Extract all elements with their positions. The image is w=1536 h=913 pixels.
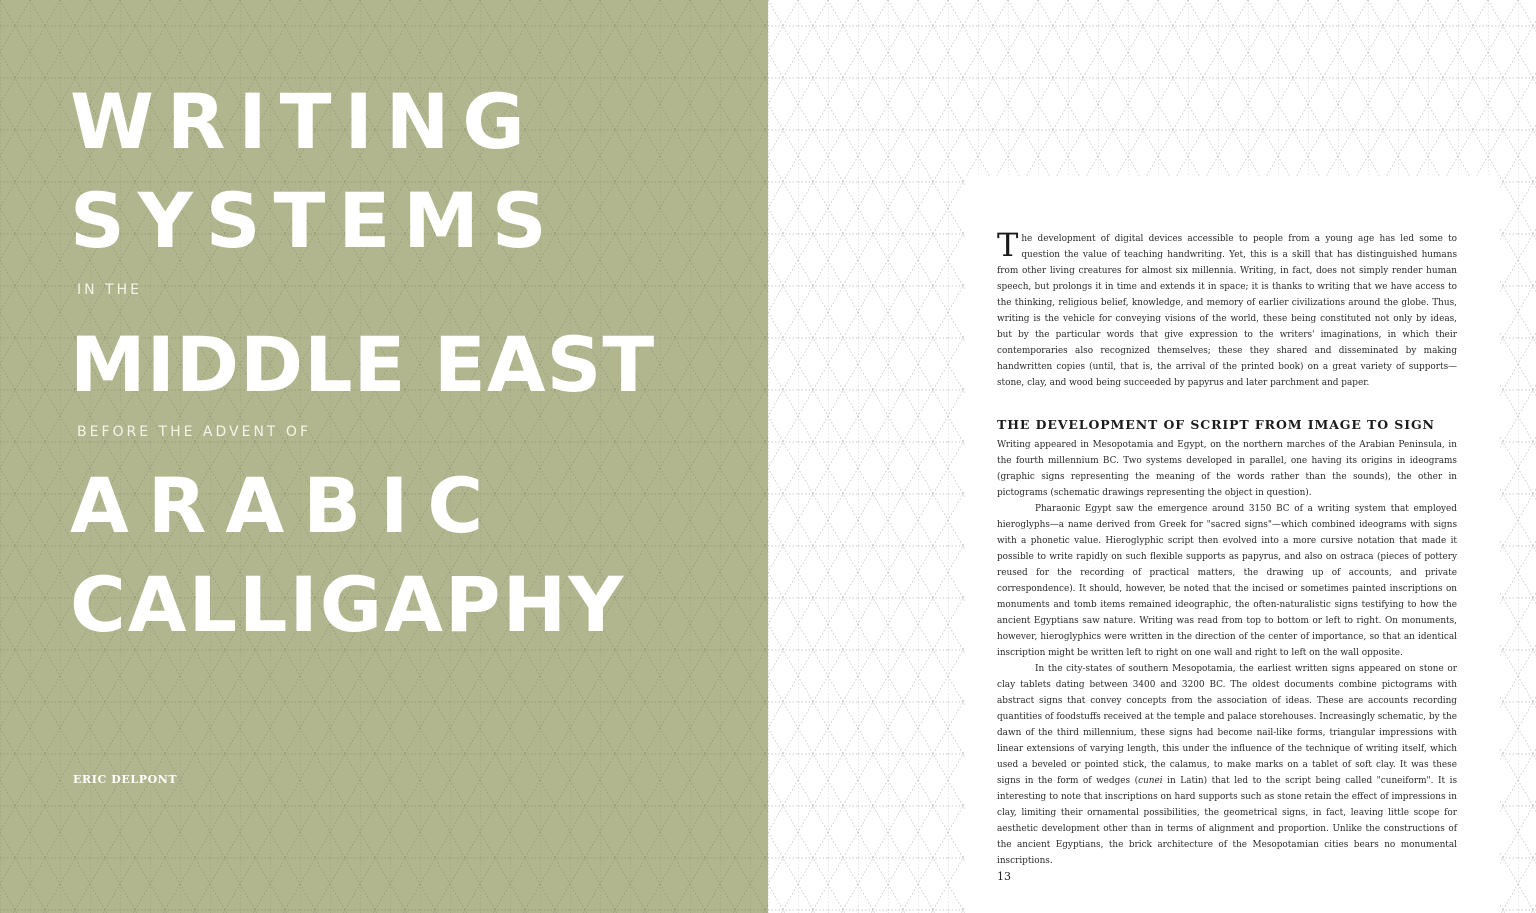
author-name: ERIC DELPONT [73,773,178,786]
paragraph-3-italic: cunei [1138,776,1163,786]
title-line-calligraphy: CALLIGAPHY [70,560,626,649]
article-page [768,0,1536,913]
article-body [997,226,1457,869]
title-line-systems: SYSTEMS [70,176,560,265]
drop-cap: T [997,226,1019,264]
title-line-middle-east: MIDDLE EAST [70,320,656,409]
paragraph-3-text-a: In the city-states of southern Mesopotamia, the earliest written signs appeared on stone or clay tablets dating between 3400 and 3200 BC. The oldest documents combine pictograms with abstract signs that convey concepts from the association of ideas. These are accounts recording quantities of foodstuffs received at the temple and palace storehouses. Increasingly schematic, by the dawn of the third millennium, these signs had become nail-like forms, triangular impressions with linear extensions of varying length, this under the influence of the technique of writing itself, which used a beveled or pointed stick, the calamus, to make marks on a tablet of soft clay. It was these signs in the form of wedges ( [997,664,1457,786]
section-heading: THE DEVELOPMENT OF SCRIPT FROM IMAGE TO SIGN [997,417,1435,432]
title-line-writing: WRITING [70,77,538,166]
title-connector-before: BEFORE THE ADVENT OF [77,424,312,440]
intro-text: he development of digital devices accessible to people from a young age has led some to question the value of teaching handwriting. Yet, this is a skill that has distinguished humans from other living creatures for almost six millennia. Writing, in fact, does not simply render human speech, but prolongs it in time and extends it in space; it is thanks to writing that we have access to the thinking, religious belief, knowledge, and memory of earlier civilizations around the globe. Thus, writing is the vehicle for conveying visions of the world, these being constituted not only by ideas, but by the particular words that give expression to the writers' imaginations, in which their contemporaries also recognized themselves; these they shared and disseminated by making handwritten copies (until, that is, the arrival of the printed book) on a great variety of supports—stone, clay, and wood being succeeded by papyrus and later parchment and paper. [997,234,1457,388]
paragraph-2: Pharaonic Egypt saw the emergence around 3150 BC of a writing system that employed hieroglyphs—a name derived from Greek for "sacred signs"—which combined ideograms with signs with a phonetic value. Hieroglyphic script then evolved into a more cursive notation that made it possible to write rapidly on such flexible supports as papyrus, and also on ostraca (pieces of pottery reused for the recording of practical matters, the drawing up of accounts, and private correspondence). It should, however, be noted that the incised or sometimes painted inscriptions on monuments and tomb items remained ideographic, the often-naturalistic signs testifying to how the ancient Egyptians saw nature. Writing was read from top to bottom or left to right. On monuments, however, hieroglyphics were written in the direction of the center of importance, so that an identical inscription might be written left to right on one wall and right to left on the wall opposite. [997,504,1457,658]
paragraph-3 [997,661,1457,869]
paragraph-1: Writing appeared in Mesopotamia and Egypt, on the northern marches of the Arabian Peninsula, in the fourth millennium BC. Two systems developed in parallel, one having its origins in ideograms (graphic signs representing the meaning of the words rather than the sounds), the other in pictograms (schematic drawings representing the object in question). [997,440,1457,498]
paragraph-3-text-b: in Latin) that led to the script being called "cuneiform". It is interesting to note that inscriptions on hard supports such as stone retain the effect of impressions in clay, limiting their ornamental possibilities, the geometrical signs, in fact, leaving little scope for aesthetic development other than in terms of alignment and proportion. Unlike the constructions of the ancient Egyptians, the brick architecture of the Mesopotamian cities bears no monumental inscriptions. [997,776,1457,866]
text-panel [965,176,1500,913]
title-connector-in-the: IN THE [77,282,142,298]
title-line-arabic: ARABIC [70,461,503,550]
page-number: 13 [997,870,1011,883]
intro-paragraph [997,226,1457,391]
